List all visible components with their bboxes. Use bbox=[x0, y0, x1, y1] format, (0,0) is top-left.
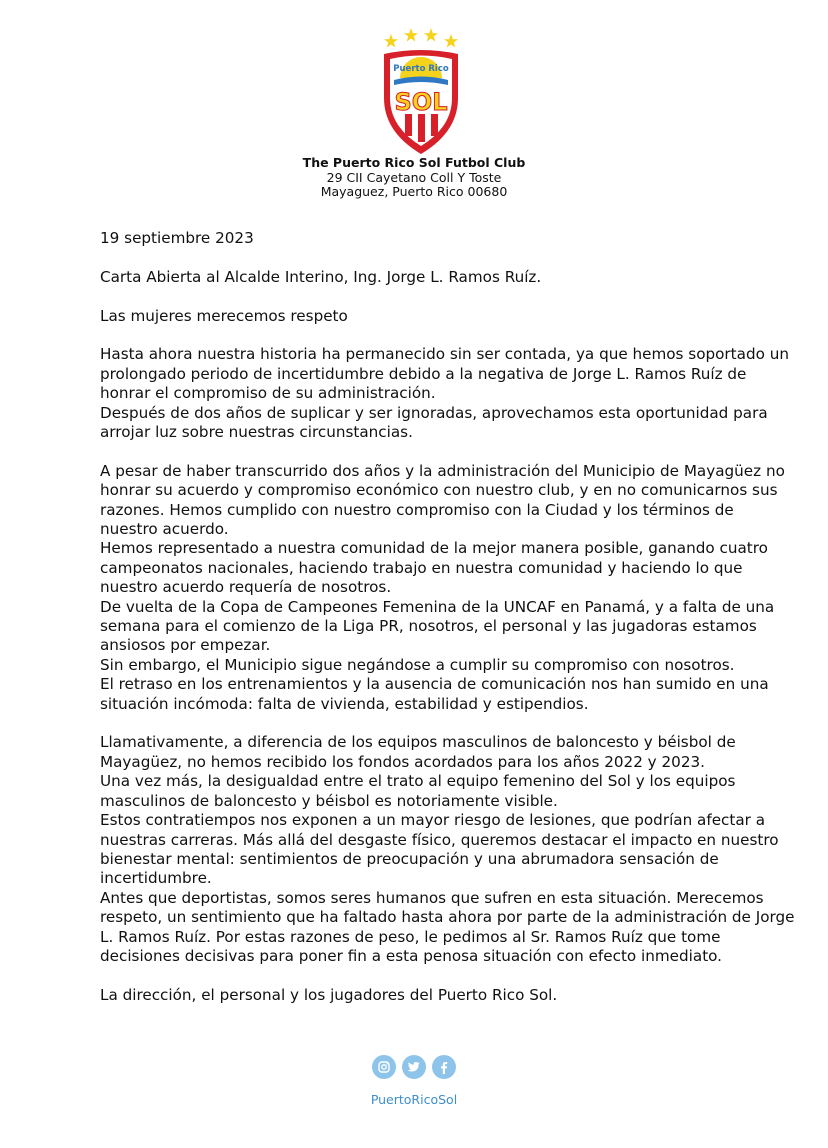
club-name: The Puerto Rico Sol Futbol Club bbox=[302, 155, 526, 170]
address-line-1: 29 CII Cayetano Coll Y Toste bbox=[326, 169, 502, 185]
letter-line: Sin embargo, el Municipio sigue negándose a cumplir su compromiso con nosotros. bbox=[100, 655, 735, 674]
letter-line: L. Ramos Ruíz. Por estas razones de peso, le pedimos al Sr. Ramos Ruíz que tome bbox=[100, 927, 721, 946]
instagram-icon[interactable] bbox=[372, 1055, 396, 1079]
letter-line: Hasta ahora nuestra historia ha permanecido sin ser contada, ya que hemos soportado un bbox=[100, 345, 789, 364]
letter-line: El retraso en los entrenamientos y la ausencia de comunicación nos han sumido en una bbox=[100, 675, 769, 694]
paragraph-gap bbox=[100, 442, 740, 461]
letter-line: ansiosos por empezar. bbox=[100, 636, 271, 655]
letter-line: Después de dos años de suplicar y ser ignoradas, aprovechamos esta oportunidad para bbox=[100, 403, 768, 422]
star-icon bbox=[404, 28, 418, 42]
star-icon bbox=[444, 34, 458, 48]
star-icon bbox=[424, 28, 438, 42]
letter-line: razones. Hemos cumplido con nuestro compromiso con la Ciudad y los términos de bbox=[100, 500, 734, 519]
letter-line: Llamativamente, a diferencia de los equipos masculinos de baloncesto y béisbol de bbox=[100, 733, 736, 752]
letter-addressee: Carta Abierta al Alcalde Interino, Ing. Jorge L. Ramos Ruíz. bbox=[100, 267, 542, 286]
letter-paragraphs bbox=[100, 345, 795, 1005]
letter-line: Hemos representado a nuestra comunidad de la mejor manera posible, ganando cuatro bbox=[100, 539, 768, 558]
letterhead bbox=[0, 156, 828, 200]
letter-line: Estos contratiempos nos exponen a un mayor riesgo de lesiones, que podrían afectar a bbox=[100, 811, 766, 830]
letter-date: 19 septiembre 2023 bbox=[100, 229, 254, 247]
twitter-icon[interactable] bbox=[402, 1055, 426, 1079]
facebook-icon[interactable] bbox=[432, 1055, 456, 1079]
letter-line: respeto, un sentimiento que ha faltado hasta ahora por parte de la administración de Jorge bbox=[100, 908, 795, 927]
letter-subject: Las mujeres merecemos respeto bbox=[100, 306, 348, 325]
letter-line: arrojar luz sobre nuestras circunstancias. bbox=[100, 423, 413, 442]
crest-text-puerto-rico: Puerto Rico bbox=[393, 64, 449, 74]
paragraph-gap bbox=[100, 714, 740, 733]
letter-line: Mayagüez, no hemos recibido los fondos acordados para los años 2022 y 2023. bbox=[100, 752, 705, 771]
paragraph-gap bbox=[100, 966, 740, 985]
letter-line: masculinos de baloncesto y béisbol es notoriamente visible. bbox=[100, 791, 558, 810]
social-handle[interactable]: PuertoRicoSol bbox=[370, 1092, 458, 1107]
club-crest-logo bbox=[378, 28, 464, 156]
letter-line: Antes que deportistas, somos seres humanos que sufren en esta situación. Merecemos bbox=[100, 888, 764, 907]
letter-body bbox=[100, 229, 795, 1005]
letter-line: decisiones decisivas para poner fin a esta penosa situación con efecto inmediato. bbox=[100, 946, 723, 965]
address-line-2: Mayaguez, Puerto Rico 00680 bbox=[320, 184, 508, 199]
social-icons bbox=[0, 1055, 828, 1079]
letter-line: De vuelta de la Copa de Campeones Femenina de la UNCAF en Panamá, y a falta de una bbox=[100, 597, 775, 616]
letter-line: Una vez más, la desigualdad entre el trato al equipo femenino del Sol y los equipos bbox=[100, 772, 736, 791]
letter-line: incertidumbre. bbox=[100, 869, 212, 888]
letter-line: campeonatos nacionales, haciendo trabajo en nuestra comunidad y haciendo lo que bbox=[100, 558, 743, 577]
letter-line: semana para el comienzo de la Liga PR, nosotros, el personal y las jugadoras estamos bbox=[100, 617, 757, 636]
letter-line: honrar su acuerdo y compromiso económico con nuestro club, y en no comunicarnos sus bbox=[100, 481, 778, 500]
letter-line: A pesar de haber transcurrido dos años y la administración del Municipio de Mayagüez no bbox=[100, 461, 785, 480]
letter-line: La dirección, el personal y los jugadores del Puerto Rico Sol. bbox=[100, 985, 558, 1004]
letter-line: bienestar mental: sentimientos de preocupación y una abrumadora sensación de bbox=[100, 849, 719, 868]
letter-line: prolongado periodo de incertidumbre debido a la negativa de Jorge L. Ramos Ruíz de bbox=[100, 364, 747, 383]
letter-line: nuestro acuerdo. bbox=[100, 520, 229, 539]
letter-line: honrar el compromiso de su administración. bbox=[100, 384, 436, 403]
letter-line: nuestro acuerdo requería de nosotros. bbox=[100, 578, 392, 597]
letter-line: situación incómoda: falta de vivienda, estabilidad y estipendios. bbox=[100, 694, 589, 713]
letter-line: nuestras carreras. Más allá del desgaste físico, queremos destacar el impacto en nuestro bbox=[100, 830, 779, 849]
star-icon bbox=[384, 34, 398, 48]
crest-text-sol: SOL bbox=[394, 88, 448, 116]
